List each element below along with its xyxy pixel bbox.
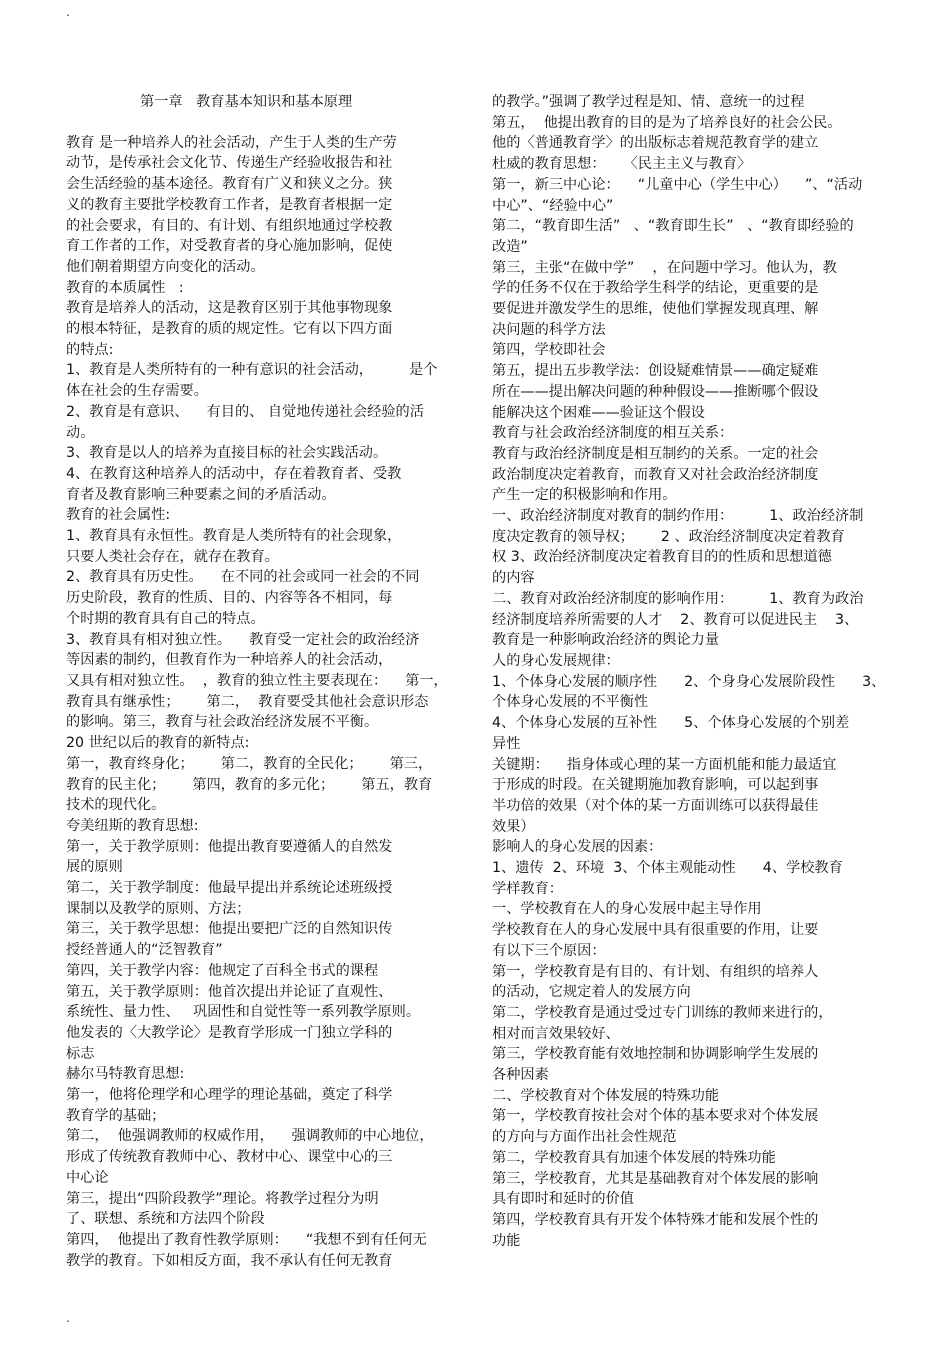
- text-line: 权 3、政治经济制度决定着教育目的的性质和思想道德: [492, 549, 832, 566]
- text-line: 第四，学校教育具有开发个体特殊才能和发展个性的: [492, 1211, 819, 1228]
- text-line: 1、教育具有永恒性。教育是人类所特有的社会现象，: [66, 528, 402, 545]
- text-line: 第五，关于教学原则：他首次提出并论证了直观性、: [66, 983, 393, 1000]
- text-line: 异性: [492, 735, 521, 752]
- text-line: 杜威的教育思想： 〈民主主义与教育〉: [492, 156, 752, 173]
- text-line: 赫尔马特教育思想:: [66, 1066, 185, 1083]
- text-line: 教育是培养人的活动，这是教育区别于其他事物现象: [66, 300, 393, 317]
- text-line: 技术的现代化。: [66, 797, 166, 814]
- text-line: 第一，新三中心论： “儿童中心（学生中心） ”、“活动: [492, 176, 863, 193]
- chapter-title: 第一章 教育基本知识和基本原理: [140, 94, 353, 110]
- text-line: 育者及教育影响三种要素之间的矛盾活动。: [66, 486, 336, 503]
- text-line: 第三，主张“在做中学” ，在问题中学习。他认为，教: [492, 259, 837, 276]
- text-line: 第一，学校教育按社会对个体的基本要求对个体发展: [492, 1108, 819, 1125]
- text-line: 的内容: [492, 570, 535, 587]
- text-line: 第二，“教育即生活” 、“教育即生长” 、“教育即经验的: [492, 218, 854, 235]
- text-line: 功能: [492, 1232, 521, 1249]
- text-line: 第一，教育终身化； 第二，教育的全民化； 第三，: [66, 755, 433, 772]
- text-line: 夸美纽斯的教育思想:: [66, 817, 199, 834]
- text-line: 课制以及教学的原则、方法；: [66, 900, 251, 917]
- text-line: 教育具有继承性； 第二， 教育要受其他社会意识形态: [66, 693, 429, 710]
- text-line: 决问题的科学方法: [492, 321, 606, 338]
- text-line: 学样教育：: [492, 880, 563, 897]
- text-line: 第二，学校教育是通过受过专门训练的教师来进行的，: [492, 1004, 833, 1021]
- text-line: 第二，学校教育具有加速个体发展的特殊功能: [492, 1149, 776, 1166]
- text-line: 一、政治经济制度对教育的制约作用： 1、政治经济制: [492, 508, 864, 525]
- text-line: 学的任务不仅在于教给学生科学的结论，更重要的是: [492, 280, 819, 297]
- text-line: 第一，学校教育是有目的、有计划、有组织的培养人: [492, 963, 819, 980]
- text-line: 4、在教育这种培养人的活动中，存在着教育者、受教: [66, 465, 402, 482]
- text-line: 第四，关于教学内容：他规定了百科全书式的课程: [66, 962, 379, 979]
- text-line: 了、联想、系统和方法四个阶段: [66, 1211, 265, 1228]
- text-line: 各种因素: [492, 1067, 549, 1084]
- text-line: 相对而言效果较好、: [492, 1025, 620, 1042]
- text-line: 的教学。”强调了教学过程是知、情、意统一的过程: [492, 94, 805, 110]
- text-line: 20 世纪以后的教育的新特点:: [66, 735, 250, 752]
- text-line: 的社会要求，有目的、有计划、有组织地通过学校教: [66, 217, 393, 234]
- text-line: 1、个体身心发展的顺序性 2、个身身心发展阶段性 3、: [492, 673, 886, 690]
- text-line: 第五，提出五步教学法：创设疑难情景——确定疑难: [492, 363, 819, 380]
- text-line: 第四， 他提出了教育性教学原则： “我想不到有任何无: [66, 1231, 427, 1248]
- text-line: 的根本特征，是教育的质的规定性。它有以下四方面: [66, 321, 393, 338]
- text-line: 等因素的制约，但教育作为一种培养人的社会活动，: [66, 652, 393, 669]
- text-line: 有以下三个原因：: [492, 942, 606, 959]
- text-line: 的影响。第三，教育与社会政治经济发展不平衡。: [66, 714, 379, 731]
- text-line: 形成了传统教育教师中心、教材中心、课堂中心的三: [66, 1149, 393, 1166]
- text-line: 教育的民主化； 第四，教育的多元化； 第五，教育: [66, 776, 433, 793]
- text-line: 第四，学校即社会: [492, 342, 606, 359]
- text-line: 所在——提出解决问题的种种假设——推断哪个假设: [492, 383, 819, 400]
- text-line: 教育 是一种培养人的社会活动，产生于人类的生产劳: [66, 134, 397, 151]
- text-line: 1、遗传 2、环境 3、个体主观能动性 4、学校教育: [492, 860, 843, 877]
- text-line: 历史阶段，教育的性质、目的、内容等各不相同，每: [66, 590, 393, 607]
- text-line: 第五， 他提出教育的目的是为了培养良好的社会公民。: [492, 114, 842, 131]
- text-line: 动节，是传承社会文化节、传递生产经验收报告和社: [66, 155, 393, 172]
- text-line: 标志: [66, 1045, 95, 1062]
- text-line: 第一，关于教学原则：他提出教育要遵循人的自然发: [66, 838, 393, 855]
- text-line: 他们朝着期望方向变化的活动。: [66, 258, 265, 275]
- text-line: 人的身心发展规律：: [492, 652, 620, 669]
- text-line: 第二， 他强调教师的权威作用， 强调教师的中心地位，: [66, 1128, 434, 1145]
- text-line: 第三，关于教学思想：他提出要把广泛的自然知识传: [66, 921, 393, 938]
- text-line: 3、教育具有相对独立性。 教育受一定社会的政治经济: [66, 631, 420, 648]
- text-line: 授经普通人的“泛智教育”: [66, 942, 223, 959]
- text-line: 义的教育主要批学校教育工作者，是教育者根据一定: [66, 196, 393, 213]
- text-line: 半功倍的效果（对个体的某一方面训练可以获得最佳: [492, 797, 819, 814]
- text-line: 只要人类社会存在，就存在教育。: [66, 548, 279, 565]
- text-line: 教育学的基础；: [66, 1107, 166, 1124]
- text-line: 要促进并激发学生的思维，使他们掌握发现真理、解: [492, 301, 819, 318]
- text-line: 改造”: [492, 238, 528, 255]
- text-line: 二、教育对政治经济制度的影响作用： 1、教育为政治: [492, 590, 864, 607]
- text-line: 4、个体身心发展的互补性 5、个体身心发展的个别差: [492, 715, 850, 732]
- text-line: 展的原则: [66, 859, 123, 876]
- text-line: 具有即时和延时的价值: [492, 1191, 634, 1208]
- text-line: 中心”、“经验中心”: [492, 197, 614, 214]
- text-line: 能解决这个困难——验证这个假设: [492, 404, 705, 421]
- text-line: 体在社会的生存需要。: [66, 383, 208, 400]
- text-line: 他的〈普通教育学〉的出版标志着规范教育学的建立: [492, 135, 819, 152]
- text-line: 二、学校教育对个体发展的特殊功能: [492, 1087, 720, 1104]
- text-line: 动。: [66, 424, 95, 441]
- text-line: 2、教育具有历史性。 在不同的社会或同一社会的不同: [66, 569, 420, 586]
- right-column: [492, 92, 887, 1251]
- text-line: 第三，学校教育能有效地控制和协调影响学生发展的: [492, 1046, 819, 1063]
- text-line: 会生活经验的基本途径。教育有广义和狭义之分。狭: [66, 176, 393, 193]
- left-column: [66, 92, 461, 1271]
- text-line: 教育与政治经济制度是相互制约的关系。一定的社会: [492, 445, 819, 462]
- text-line: 影响人的身心发展的因素：: [492, 839, 663, 856]
- text-line: 第三，提出“四阶段教学”理论。将教学过程分为明: [66, 1190, 379, 1207]
- text-line: 他发表的〈大教学论〉是教育学形成一门独立学科的: [66, 1024, 393, 1041]
- text-line: 的特点:: [66, 341, 114, 358]
- text-line: 又具有相对独立性。 ，教育的独立性主要表现在： 第一，: [66, 672, 448, 689]
- text-line: 教育的本质属性 :: [66, 279, 184, 296]
- corner-dot-bottom: .: [66, 1311, 70, 1325]
- text-line: 教育与社会政治经济制度的相互关系：: [492, 425, 734, 442]
- text-line: 经济制度培养所需要的人才 2、教育可以促进民主 3、: [492, 611, 859, 628]
- text-line: 政治制度决定着教育，而教育又对社会政治经济制度: [492, 466, 819, 483]
- text-line: 第三，学校教育，尤其是基础教育对个体发展的影响: [492, 1170, 819, 1187]
- text-line: 的方向与方面作出社会性规范: [492, 1129, 677, 1146]
- text-line: 教学的教育。下如相反方面，我不承认有任何无教育: [66, 1252, 393, 1269]
- text-line: 效果）: [492, 818, 535, 835]
- text-line: 中心论: [66, 1169, 109, 1186]
- text-line: 3、教育是以人的培养为直接目标的社会实践活动。: [66, 445, 388, 462]
- text-line: 产生一定的积极影响和作用。: [492, 487, 677, 504]
- corner-dot-top: .: [66, 5, 70, 19]
- text-line: 第二，关于教学制度：他最早提出并系统论述班级授: [66, 880, 393, 897]
- text-line: 的活动，它规定着人的发展方向: [492, 984, 691, 1001]
- text-line: 一、学校教育在人的身心发展中起主导作用: [492, 901, 762, 918]
- text-line: 2、教育是有意识、 有目的、 自觉地传递社会经验的活: [66, 403, 424, 420]
- text-line: 学校教育在人的身心发展中具有很重要的作用，让要: [492, 922, 819, 939]
- text-line: 于形成的时段。在关键期施加教育影响，可以起到事: [492, 777, 819, 794]
- text-line: 关键期： 指身体或心理的某一方面机能和能力最适宜: [492, 756, 837, 773]
- text-line: 1、教育是人类所特有的一种有意识的社会活动， 是个: [66, 362, 438, 379]
- text-line: 系统性、量力性、 巩固性和自觉性等一系列教学原则。: [66, 1004, 421, 1021]
- text-line: 个体身心发展的不平衡性: [492, 694, 649, 711]
- text-line: 育工作者的工作，对受教育者的身心施加影响，促使: [66, 238, 393, 255]
- text-line: 教育的社会属性:: [66, 507, 171, 524]
- text-line: 个时期的教育具有自己的特点。: [66, 610, 265, 627]
- text-line: 教育是一种影响政治经济的舆论力量: [492, 632, 720, 649]
- text-line: 第一，他将伦理学和心理学的理论基础，奠定了科学: [66, 1087, 393, 1104]
- text-line: 度决定教育的领导权； 2 、政治经济制度决定着教育: [492, 528, 845, 545]
